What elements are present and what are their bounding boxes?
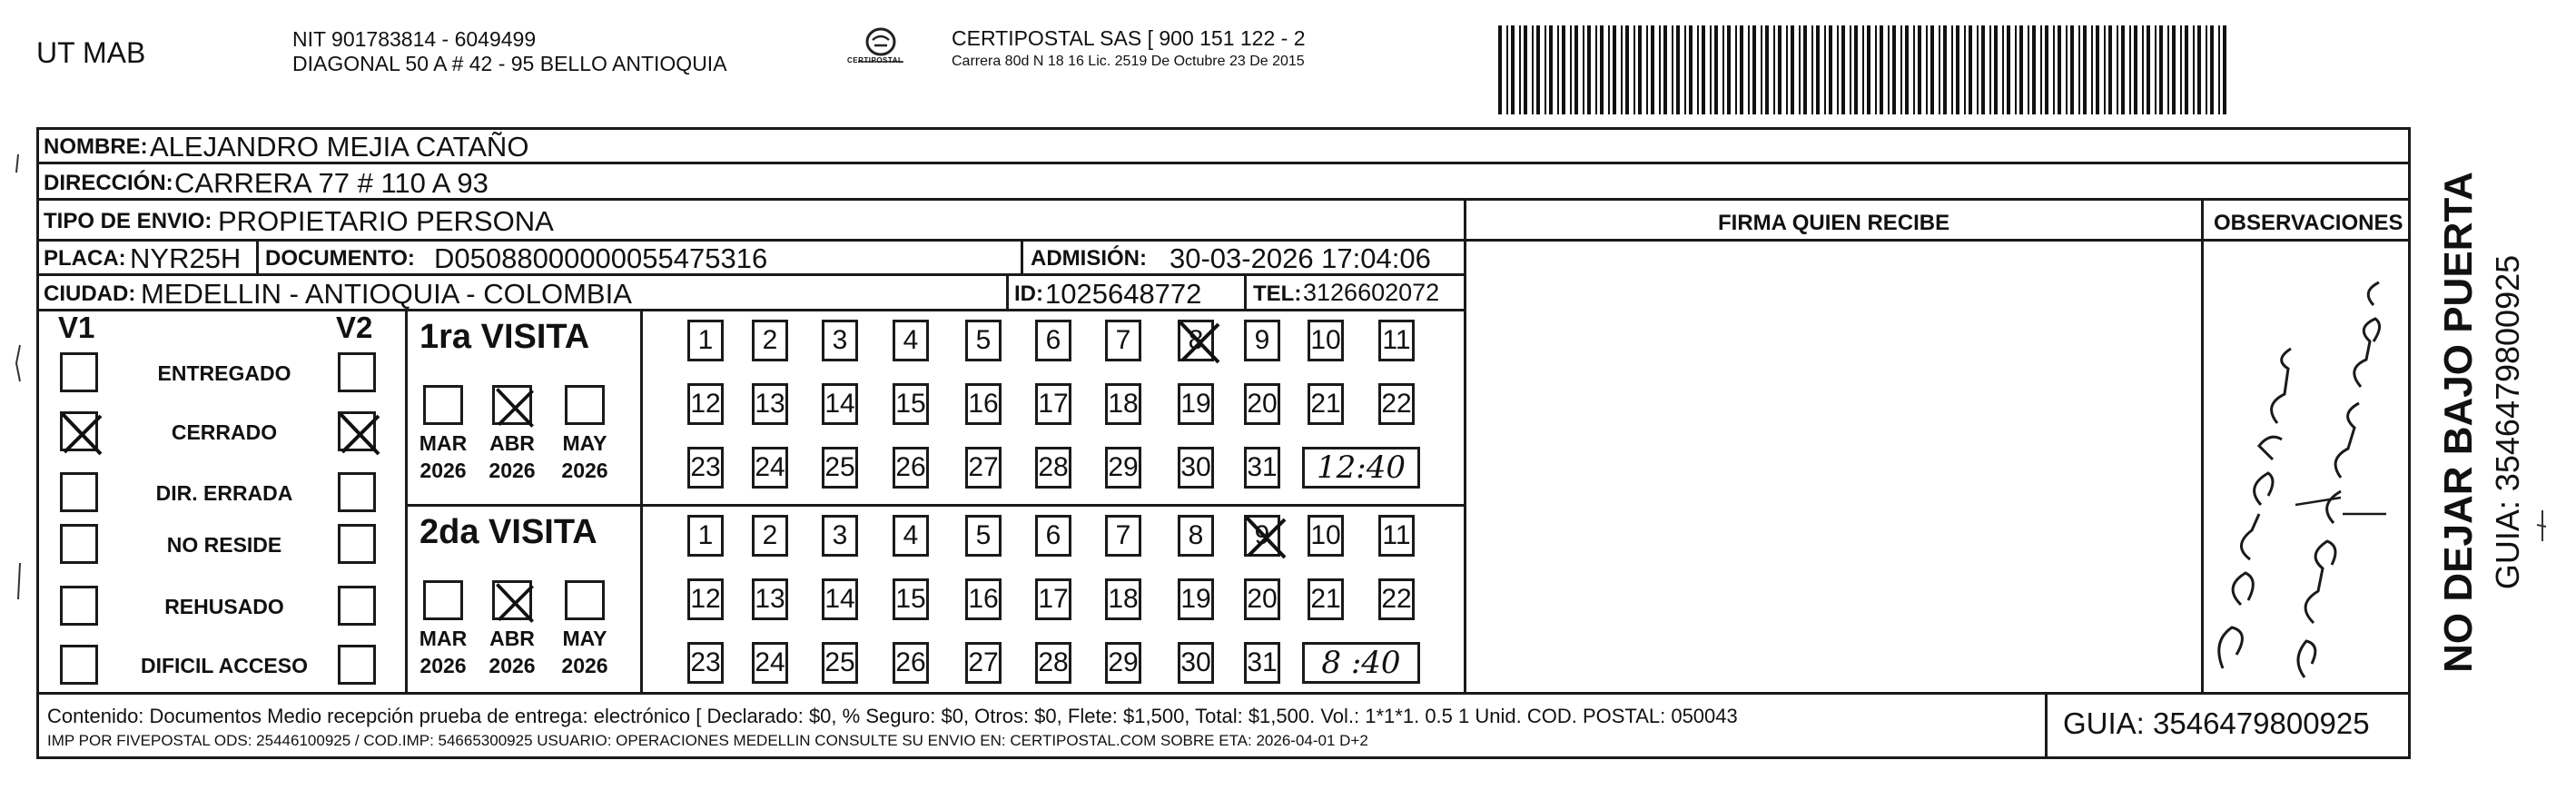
month-label: MAY xyxy=(562,431,607,455)
side-guia: GUIA: 3546479800925 xyxy=(2489,254,2526,590)
firma-header: FIRMA QUIEN RECIBE xyxy=(1718,211,1950,235)
admision-label: ADMISIÓN: xyxy=(1031,246,1147,271)
barcode-bar xyxy=(1595,25,1597,114)
status-label: DIR. ERRADA xyxy=(155,481,293,505)
day-box[interactable]: 24 xyxy=(752,642,788,684)
day-box[interactable]: 1 xyxy=(687,320,724,361)
v1-checkbox[interactable] xyxy=(60,524,98,564)
month-checkbox[interactable] xyxy=(492,580,532,620)
barcode-bar xyxy=(2066,25,2068,114)
status-label: REHUSADO xyxy=(164,595,284,618)
col-line xyxy=(2045,692,2048,759)
barcode-bar xyxy=(1841,25,1845,114)
barcode-bar xyxy=(1930,25,1934,114)
barcode-bar xyxy=(2007,25,2010,114)
barcode-bar xyxy=(1964,25,1966,114)
day-box[interactable]: 26 xyxy=(893,642,929,684)
month-label: MAR xyxy=(419,627,468,650)
status-label: NO RESIDE xyxy=(166,533,282,557)
barcode-bar xyxy=(2210,25,2214,114)
visit-title: 2da VISITA xyxy=(419,513,597,551)
day-box[interactable]: 6 xyxy=(1035,320,1071,361)
barcode-bar xyxy=(1977,25,1979,114)
day-box[interactable]: 6 xyxy=(1035,515,1071,557)
barcode-bar xyxy=(1722,25,1724,114)
barcode-bar xyxy=(1702,25,1705,114)
row-line xyxy=(36,692,2411,695)
v1-checkbox[interactable] xyxy=(60,411,98,451)
day-box[interactable]: 30 xyxy=(1178,642,1214,684)
barcode-bar xyxy=(1570,25,1572,114)
handwriting-scribble xyxy=(2205,242,2408,690)
barcode-bar xyxy=(1943,25,1947,114)
barcode-bar xyxy=(1791,25,1794,114)
day-box[interactable]: 1 xyxy=(687,515,724,557)
day-box[interactable]: 11 xyxy=(1378,320,1415,361)
day-box[interactable]: 18 xyxy=(1105,383,1141,425)
day-box[interactable]: 22 xyxy=(1378,578,1415,620)
year-label: 2026 xyxy=(489,654,536,677)
barcode-bar xyxy=(1519,25,1521,114)
documento-value: D05088000000055475316 xyxy=(434,242,768,274)
day-box[interactable]: 2 xyxy=(752,320,788,361)
barcode-bar xyxy=(1824,25,1826,114)
day-box[interactable]: 26 xyxy=(893,447,929,489)
day-box[interactable]: 31 xyxy=(1244,447,1280,489)
barcode-bar xyxy=(2167,25,2169,114)
barcode-bar xyxy=(1621,25,1623,114)
day-box[interactable]: 29 xyxy=(1105,642,1141,684)
barcode-bar xyxy=(1727,25,1731,114)
barcode-bar xyxy=(2185,25,2188,114)
barcode-bar xyxy=(1714,25,1718,114)
day-box[interactable]: 25 xyxy=(822,642,858,684)
placa-label: PLACA: xyxy=(44,246,126,271)
barcode-bar xyxy=(2104,25,2106,114)
year-label: 2026 xyxy=(419,654,467,677)
day-box[interactable]: 28 xyxy=(1035,642,1071,684)
barcode-bar xyxy=(1663,25,1667,114)
day-box[interactable]: 7 xyxy=(1105,515,1141,557)
col-line xyxy=(256,239,259,275)
barcode-bar xyxy=(1545,25,1546,114)
barcode-bar xyxy=(1969,25,1972,114)
barcode-bar xyxy=(1672,25,1673,114)
day-box[interactable]: 3 xyxy=(822,515,858,557)
v1-checkbox[interactable] xyxy=(60,645,98,685)
status-label: CERRADO xyxy=(171,420,278,444)
barcode-bar xyxy=(2223,25,2226,114)
signature-area[interactable] xyxy=(1467,242,2199,690)
barcode-bar xyxy=(2078,25,2080,114)
barcode-bar xyxy=(1994,25,1998,114)
barcode-bar xyxy=(2117,25,2118,114)
day-box[interactable]: 20 xyxy=(1244,383,1280,425)
day-box[interactable]: 23 xyxy=(687,642,724,684)
day-box[interactable]: 4 xyxy=(893,515,929,557)
day-box[interactable]: 27 xyxy=(965,642,1002,684)
year-label: 2026 xyxy=(561,459,608,482)
barcode-bar xyxy=(1892,25,1896,114)
nombre-value: ALEJANDRO MEJIA CATAÑO xyxy=(150,131,529,163)
visit-title: 1ra VISITA xyxy=(419,318,590,356)
barcode-bar xyxy=(2197,25,2201,114)
barcode-bar xyxy=(1735,25,1737,114)
day-box[interactable]: 25 xyxy=(822,447,858,489)
barcode-bar xyxy=(2206,25,2207,114)
day-box[interactable]: 8 xyxy=(1178,515,1214,557)
row-line xyxy=(405,504,1466,507)
barcode-bar xyxy=(2002,25,2004,114)
barcode-bar xyxy=(1511,25,1515,114)
barcode-bar xyxy=(1587,25,1591,114)
year-label: 2026 xyxy=(561,654,608,677)
col-line xyxy=(1006,273,1009,311)
company-name: UT MAB xyxy=(36,36,146,69)
barcode-bar xyxy=(2218,25,2220,114)
col-line xyxy=(1244,273,1247,311)
barcode xyxy=(1498,25,2229,114)
barcode-bar xyxy=(1549,25,1553,114)
day-box[interactable]: 15 xyxy=(893,578,929,620)
barcode-bar xyxy=(2155,25,2157,114)
barcode-bar xyxy=(2108,25,2112,114)
placa-value: NYR25H xyxy=(130,242,242,274)
day-box[interactable]: 18 xyxy=(1105,578,1141,620)
day-box[interactable]: 19 xyxy=(1178,383,1214,425)
barcode-bar xyxy=(2028,25,2029,114)
col-line xyxy=(640,309,643,695)
day-box[interactable]: 16 xyxy=(965,383,1002,425)
month-checkbox[interactable] xyxy=(492,385,532,425)
v2-checkbox[interactable] xyxy=(338,352,376,392)
direccion-value: CARRERA 77 # 110 A 93 xyxy=(174,167,489,199)
barcode-bar xyxy=(1498,25,1502,114)
barcode-bar xyxy=(2193,25,2195,114)
month-checkbox[interactable] xyxy=(565,580,605,620)
barcode-bar xyxy=(1765,25,1769,114)
barcode-bar xyxy=(1981,25,1985,114)
barcode-bar xyxy=(1900,25,1902,114)
barcode-bar xyxy=(1562,25,1565,114)
barcode-bar xyxy=(1536,25,1540,114)
status-label: DIFICIL ACCESO xyxy=(140,654,308,677)
day-box[interactable]: 12 xyxy=(687,383,724,425)
day-box[interactable]: 14 xyxy=(822,578,858,620)
tel-label: TEL: xyxy=(1253,281,1302,306)
barcode-bar xyxy=(1583,25,1584,114)
month-label: ABR xyxy=(489,431,535,455)
barcode-bar xyxy=(1659,25,1661,114)
day-box[interactable]: 14 xyxy=(822,383,858,425)
day-box[interactable]: 20 xyxy=(1244,578,1280,620)
day-box[interactable]: 5 xyxy=(965,320,1002,361)
barcode-bar xyxy=(1710,25,1712,114)
barcode-bar xyxy=(1854,25,1858,114)
contenido-line: Contenido: Documentos Medio recepción prueba de entrega: electrónico [ Declarado: $0, % Seguro: $0, Otros: $0, Flete: $1,500, Total: $1,500. Vol.: 1*1*1. 0.5 1 Unid. COD. POSTAL: 050043 xyxy=(47,705,1738,727)
day-box[interactable]: 29 xyxy=(1105,447,1141,489)
barcode-bar xyxy=(1600,25,1604,114)
barcode-bar xyxy=(1778,25,1781,114)
barcode-bar xyxy=(1837,25,1839,114)
year-label: 2026 xyxy=(489,459,536,482)
barcode-bar xyxy=(1689,25,1693,114)
day-box[interactable]: 21 xyxy=(1308,383,1344,425)
barcode-bar xyxy=(1633,25,1635,114)
barcode-bar xyxy=(1761,25,1762,114)
barcode-bar xyxy=(1557,25,1559,114)
col-line xyxy=(405,309,408,695)
barcode-bar xyxy=(2180,25,2182,114)
day-box[interactable]: 5 xyxy=(965,515,1002,557)
day-box[interactable]: 3 xyxy=(822,320,858,361)
month-label: MAY xyxy=(562,627,607,650)
day-box[interactable]: 30 xyxy=(1178,447,1214,489)
day-box[interactable]: 12 xyxy=(687,578,724,620)
direccion-label: DIRECCIÓN: xyxy=(44,171,173,195)
barcode-bar xyxy=(1524,25,1527,114)
barcode-bar xyxy=(1532,25,1534,114)
day-box[interactable]: 8 xyxy=(1178,320,1214,361)
status-label: ENTREGADO xyxy=(157,361,291,385)
v1-checkbox[interactable] xyxy=(60,472,98,512)
tipo-envio-value: PROPIETARIO PERSONA xyxy=(218,205,554,237)
certi-address: Carrera 80d N 18 16 Lic. 2519 De Octubre 23 De 2015 xyxy=(952,54,1305,69)
observaciones-header: OBSERVACIONES xyxy=(2214,211,2403,235)
stray-mark xyxy=(2533,509,2551,549)
barcode-bar xyxy=(1926,25,1928,114)
month-checkbox[interactable] xyxy=(423,580,463,620)
v1-checkbox[interactable] xyxy=(60,352,98,392)
barcode-bar xyxy=(1752,25,1756,114)
barcode-bar xyxy=(1676,25,1680,114)
day-box[interactable]: 9 xyxy=(1244,515,1280,557)
barcode-bar xyxy=(1748,25,1750,114)
barcode-bar xyxy=(2121,25,2125,114)
nombre-label: NOMBRE: xyxy=(44,134,148,159)
barcode-bar xyxy=(2019,25,2023,114)
barcode-bar xyxy=(2159,25,2163,114)
barcode-bar xyxy=(1913,25,1915,114)
barcode-bar xyxy=(1684,25,1686,114)
barcode-bar xyxy=(2040,25,2042,114)
observation-handwriting xyxy=(2205,242,2408,690)
day-box[interactable]: 13 xyxy=(752,578,788,620)
ciudad-value: MEDELLIN - ANTIOQUIA - COLOMBIA xyxy=(141,278,632,310)
barcode-bar xyxy=(1951,25,1953,114)
barcode-bar xyxy=(1786,25,1788,114)
barcode-bar xyxy=(2142,25,2144,114)
footer-guia: GUIA: 3546479800925 xyxy=(2063,706,2370,740)
day-box[interactable]: 10 xyxy=(1308,515,1344,557)
day-box[interactable]: 9 xyxy=(1244,320,1280,361)
barcode-bar xyxy=(1956,25,1959,114)
barcode-bar xyxy=(1875,25,1877,114)
day-box[interactable]: 17 xyxy=(1035,578,1071,620)
month-label: ABR xyxy=(489,627,535,650)
barcode-bar xyxy=(2015,25,2017,114)
day-box[interactable]: 27 xyxy=(965,447,1002,489)
day-box[interactable]: 23 xyxy=(687,447,724,489)
barcode-bar xyxy=(2129,25,2131,114)
imp-line: IMP POR FIVEPOSTAL ODS: 25446100925 / COD.IMP: 54665300925 USUARIO: OPERACIONES MEDELLIN CONSULTE SU ENVIO EN: CERTIPOSTAL.COM SOBRE ETA: 2026-04-01 D+2 xyxy=(47,732,1368,749)
v1-checkbox[interactable] xyxy=(60,586,98,626)
month-checkbox[interactable] xyxy=(565,385,605,425)
day-box[interactable]: 22 xyxy=(1378,383,1415,425)
barcode-bar xyxy=(1867,25,1870,114)
barcode-bar xyxy=(2045,25,2048,114)
barcode-bar xyxy=(1803,25,1807,114)
barcode-bar xyxy=(2032,25,2036,114)
col-line xyxy=(1464,198,1466,695)
v1-header: V1 xyxy=(58,311,95,344)
day-box[interactable]: 10 xyxy=(1308,320,1344,361)
barcode-bar xyxy=(1608,25,1610,114)
barcode-bar xyxy=(2096,25,2099,114)
day-box[interactable]: 17 xyxy=(1035,383,1071,425)
barcode-bar xyxy=(2091,25,2093,114)
barcode-bar xyxy=(1829,25,1832,114)
tel-value: 3126602072 xyxy=(1303,279,1440,306)
barcode-bar xyxy=(2053,25,2055,114)
barcode-bar xyxy=(1697,25,1699,114)
barcode-bar xyxy=(1574,25,1578,114)
barcode-bar xyxy=(2147,25,2150,114)
day-box[interactable]: 15 xyxy=(893,383,929,425)
barcode-bar xyxy=(1880,25,1883,114)
nit-line: NIT 901783814 - 6049499 xyxy=(292,27,537,51)
month-label: MAR xyxy=(419,431,468,455)
barcode-bar xyxy=(2083,25,2087,114)
certipostal-logo-icon xyxy=(849,25,913,71)
barcode-bar xyxy=(1905,25,1909,114)
barcode-bar xyxy=(1989,25,1991,114)
v2-checkbox[interactable] xyxy=(338,411,376,451)
barcode-bar xyxy=(1862,25,1864,114)
tipo-envio-label: TIPO DE ENVIO: xyxy=(44,209,212,233)
barcode-bar xyxy=(1799,25,1801,114)
visit-time[interactable]: 12:40 xyxy=(1302,447,1420,489)
col-line xyxy=(2201,198,2204,695)
documento-label: DOCUMENTO: xyxy=(265,246,415,271)
barcode-bar xyxy=(1773,25,1775,114)
day-box[interactable]: 4 xyxy=(893,320,929,361)
day-box[interactable]: 16 xyxy=(965,578,1002,620)
day-box[interactable]: 11 xyxy=(1378,515,1415,557)
v2-checkbox[interactable] xyxy=(338,586,376,626)
v2-checkbox[interactable] xyxy=(338,524,376,564)
side-warning: NO DEJAR BAJO PUERTA xyxy=(2436,172,2481,673)
visit-time[interactable]: 8 :40 xyxy=(1302,642,1420,684)
day-box[interactable]: 7 xyxy=(1105,320,1141,361)
day-box[interactable]: 21 xyxy=(1308,578,1344,620)
barcode-bar xyxy=(2134,25,2137,114)
barcode-bar xyxy=(1651,25,1654,114)
day-box[interactable]: 2 xyxy=(752,515,788,557)
barcode-bar xyxy=(1625,25,1629,114)
v2-header: V2 xyxy=(336,311,373,344)
stray-mark xyxy=(11,145,29,695)
barcode-bar xyxy=(1939,25,1940,114)
barcode-bar xyxy=(1888,25,1890,114)
year-label: 2026 xyxy=(419,459,467,482)
day-box[interactable]: 24 xyxy=(752,447,788,489)
barcode-bar xyxy=(2058,25,2061,114)
day-box[interactable]: 28 xyxy=(1035,447,1071,489)
barcode-bar xyxy=(1613,25,1616,114)
barcode-bar xyxy=(1811,25,1813,114)
barcode-bar xyxy=(2070,25,2074,114)
barcode-bar xyxy=(1506,25,1508,114)
day-box[interactable]: 13 xyxy=(752,383,788,425)
admision-value: 30-03-2026 17:04:06 xyxy=(1170,242,1431,274)
barcode-bar xyxy=(1850,25,1851,114)
day-box[interactable]: 31 xyxy=(1244,642,1280,684)
ciudad-label: CIUDAD: xyxy=(44,281,136,306)
month-checkbox[interactable] xyxy=(423,385,463,425)
barcode-bar xyxy=(1638,25,1642,114)
barcode-bar xyxy=(2172,25,2176,114)
day-box[interactable]: 19 xyxy=(1178,578,1214,620)
barcode-bar xyxy=(1646,25,1648,114)
barcode-bar xyxy=(1816,25,1820,114)
barcode-bar xyxy=(1918,25,1921,114)
sender-address: DIAGONAL 50 A # 42 - 95 BELLO ANTIOQUIA xyxy=(292,52,727,75)
id-label: ID: xyxy=(1014,281,1043,306)
v2-checkbox[interactable] xyxy=(338,472,376,512)
v2-checkbox[interactable] xyxy=(338,645,376,685)
certi-name: CERTIPOSTAL SAS [ 900 151 122 - 2 xyxy=(952,26,1306,50)
id-value: 1025648772 xyxy=(1045,278,1202,310)
logo-text: CERTIPOSTAL xyxy=(847,56,903,64)
barcode-bar xyxy=(1740,25,1743,114)
col-line xyxy=(1021,239,1023,275)
